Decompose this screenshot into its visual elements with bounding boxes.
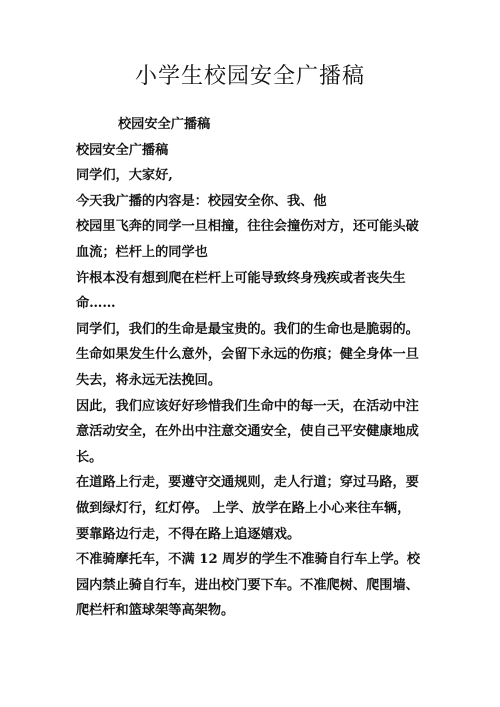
text-line: 意活动安全，在外出中注意交通安全，使自己平安健康地成 (76, 424, 419, 440)
document-body (76, 112, 432, 624)
text-line: 校园里飞奔的同学一旦相撞，往往会撞伤对方，还可能头破 (76, 219, 419, 235)
document-title: 小学生校园安全广播稿 (134, 64, 365, 89)
text-line: 许根本没有想到爬在栏杆上可能导致终身残疾或者丧失生 (76, 270, 406, 286)
text-line: 做到绿灯行，红灯停。 上学、放学在路上小心来往车辆， (76, 500, 411, 516)
text-line: 爬栏杆和篮球架等高架物。 (76, 603, 235, 619)
text-line: 同学们，大家好, (76, 168, 173, 184)
text-line: 今天我广播的内容是：校园安全你、我、他 (76, 193, 327, 209)
text-line: 生命如果发生什么意外，会留下永远的伤痕；健全身体一旦 (76, 347, 419, 363)
text-line: 不准骑摩托车，不满 12 周岁的学生不准骑自行车上学。校 (76, 552, 421, 568)
text-line: 因此，我们应该好好珍惜我们生命中的每一天，在活动中注 (76, 398, 419, 414)
text-line: 园内禁止骑自行车，进出校门要下车。不准爬树、爬围墙、 (76, 577, 419, 593)
subtitle-line: 校园安全广播稿 (118, 117, 211, 132)
text-line: 命…… (76, 296, 116, 312)
text-line: 失去，将永远无法挽回。 (76, 372, 222, 388)
text-line: 在道路上行走，要遵守交通规则，走人行道；穿过马路，要 (76, 475, 419, 491)
text-line: 同学们，我们的生命是最宝贵的。我们的生命也是脆弱的。 (76, 321, 419, 337)
text-line: 要靠路边行走，不得在路上追逐嬉戏。 (76, 526, 301, 542)
text-line: 长。 (76, 449, 103, 465)
text-line: 血流；栏杆上的同学也 (76, 244, 208, 260)
text-line: 校园安全广播稿 (76, 142, 169, 158)
